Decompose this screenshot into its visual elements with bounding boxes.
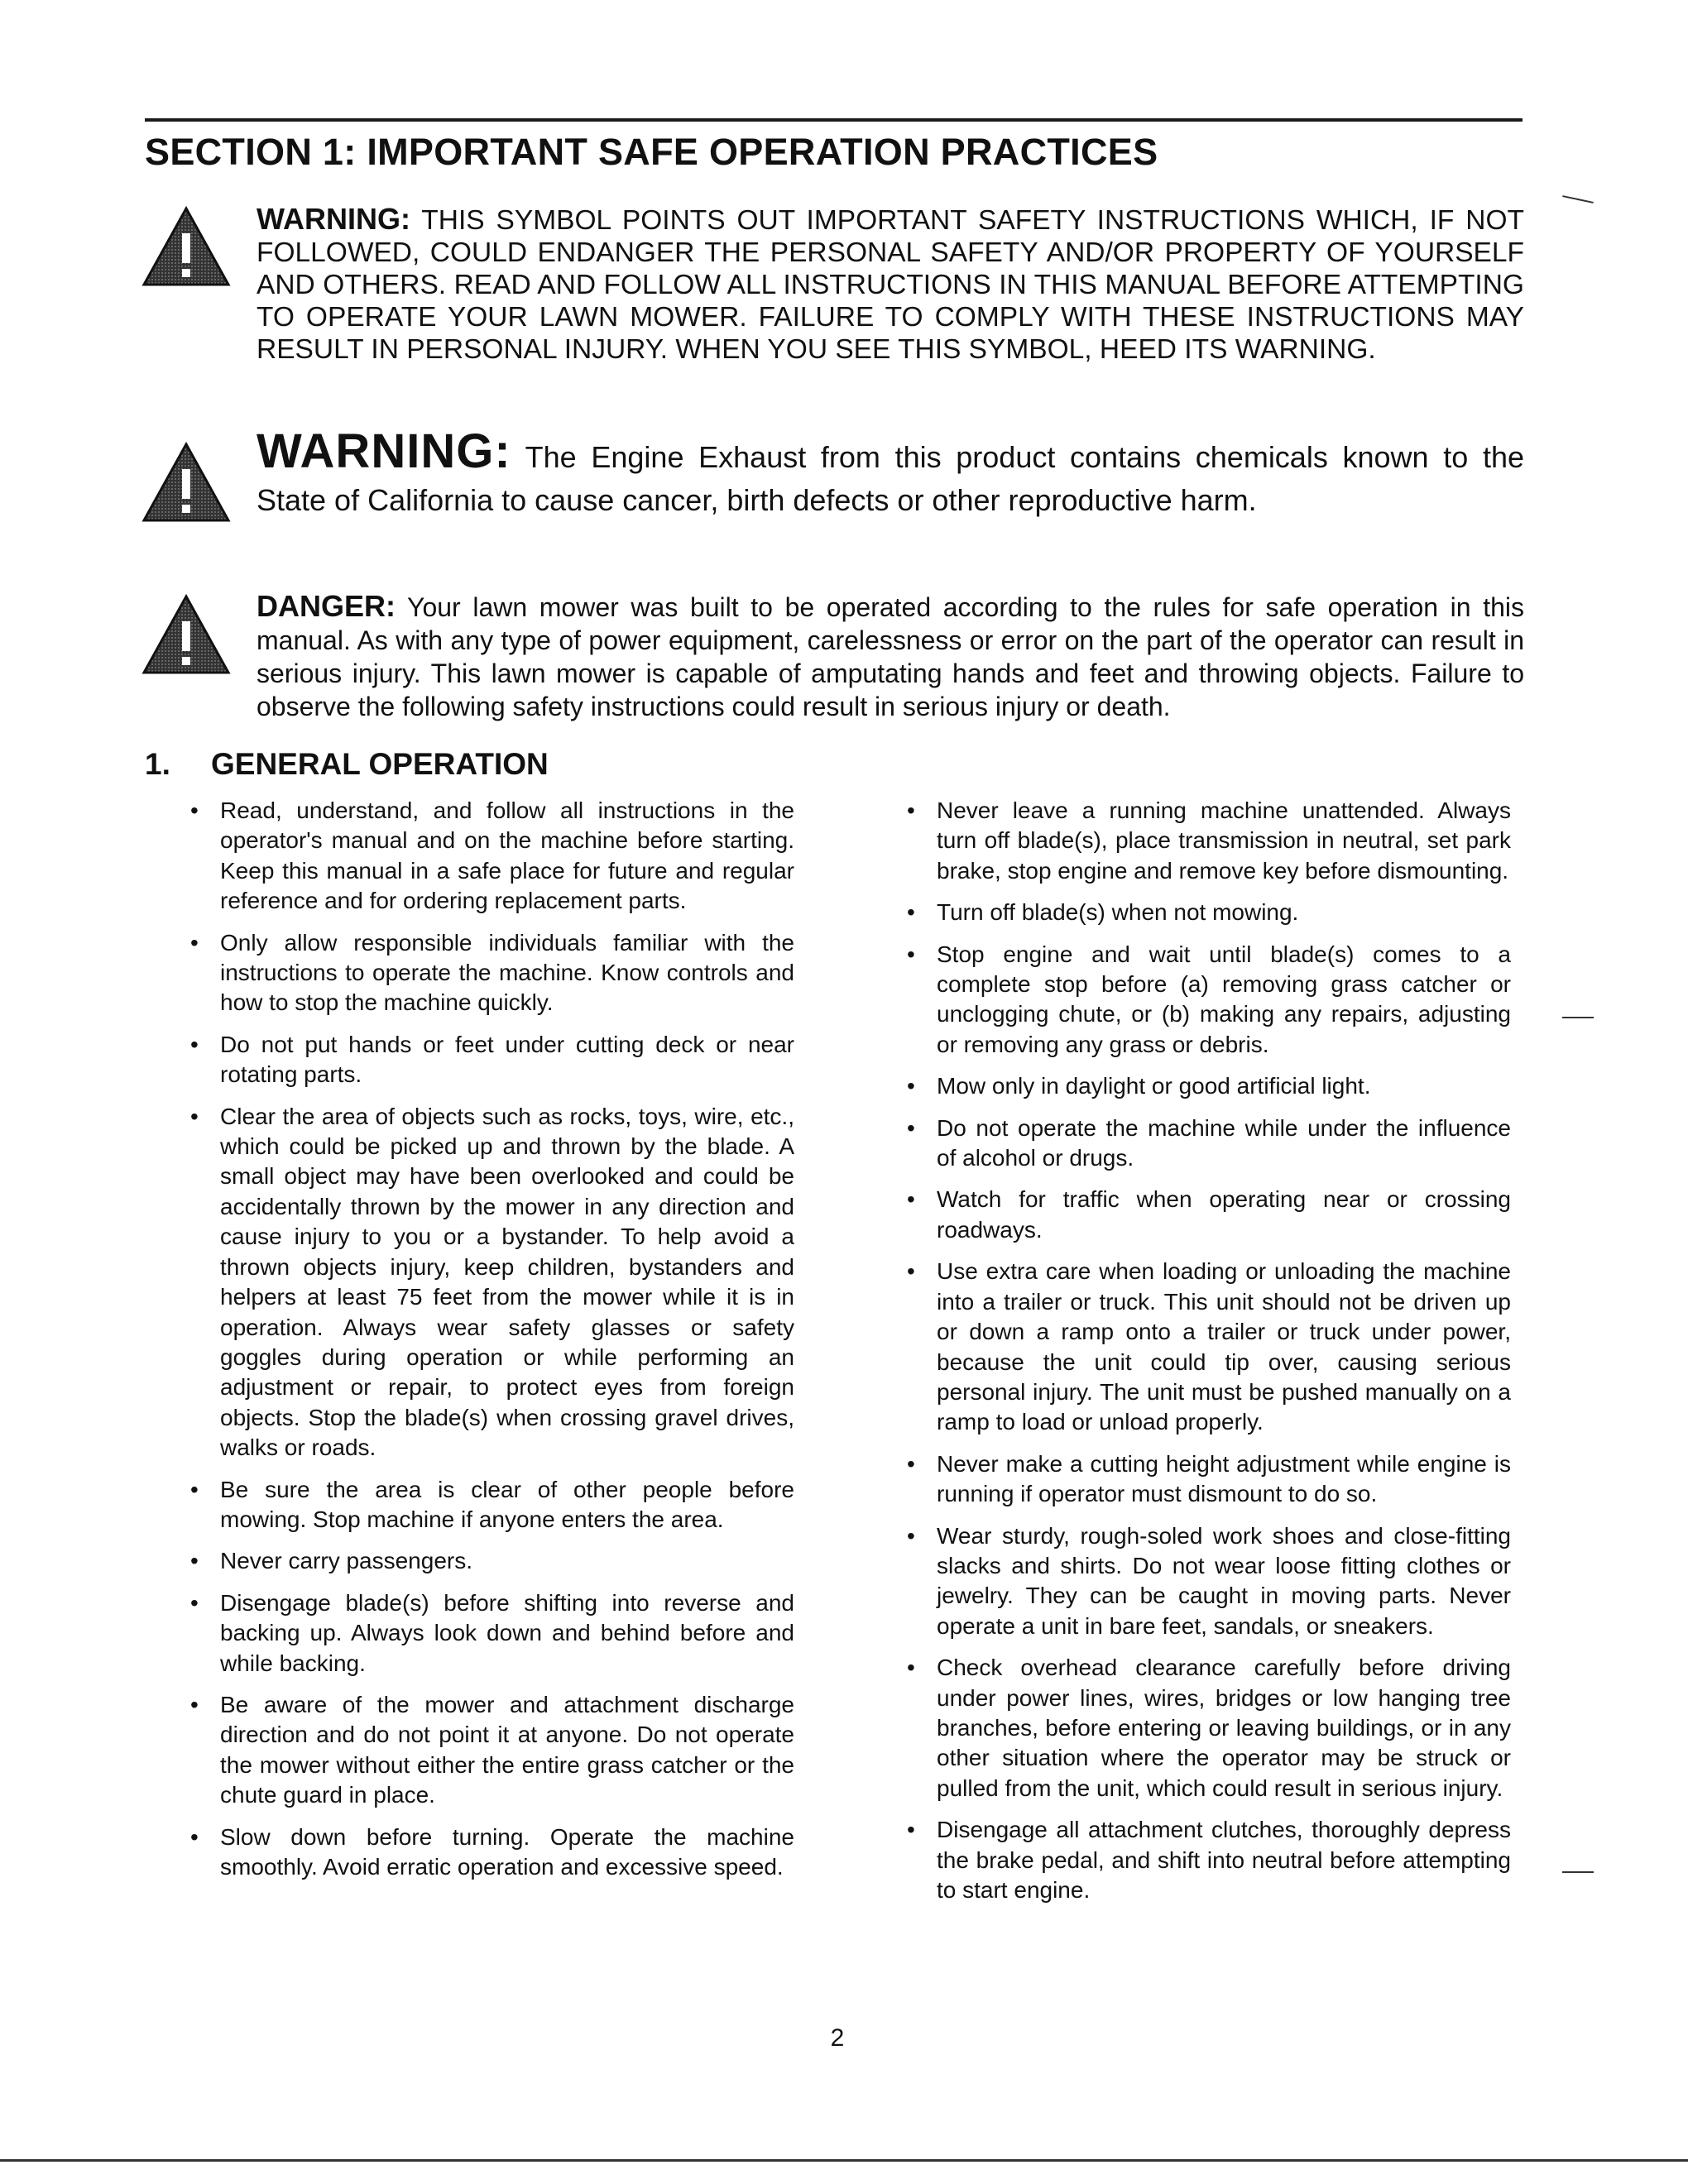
bullet: • <box>190 1476 199 1502</box>
bullet: • <box>907 899 915 926</box>
bullet: • <box>907 1817 915 1843</box>
list-item <box>907 1071 1511 1101</box>
warning-lead: WARNING: <box>257 202 410 236</box>
section-title: SECTION 1: IMPORTANT SAFE OPERATION PRACTICES <box>145 131 1158 173</box>
bullet: • <box>907 1450 915 1477</box>
left-bullet-list <box>190 796 794 1882</box>
california-warning <box>257 424 1524 522</box>
list-item <box>190 1546 794 1576</box>
left-column <box>190 796 794 1894</box>
list-item <box>907 796 1511 886</box>
list-item-text: Read, understand, and follow all instructions in the operator's manual and on the machine before starting. Keep this manual in a safe place for future and regular reference and for ordering replacement parts. <box>220 797 794 914</box>
list-item-text: Do not operate the machine while under the influence of alcohol or drugs. <box>937 1114 1511 1171</box>
list-item-text: Be sure the area is clear of other people before mowing. Stop machine if anyone enters the area. <box>220 1476 794 1532</box>
list-item <box>190 1690 794 1811</box>
danger-notice <box>257 590 1524 723</box>
bullet: • <box>190 1103 199 1129</box>
list-item <box>907 1815 1511 1905</box>
list-item-text: Stop engine and wait until blade(s) comes to a complete stop before (a) removing grass catcher or unclogging chute, or (b) making any repairs, adjusting or removing any grass or debris. <box>937 941 1511 1057</box>
list-item-text: Only allow responsible individuals familiar with the instructions to operate the machine. Know controls and how to stop the machine quickly. <box>220 929 794 1016</box>
list-item <box>907 940 1511 1061</box>
list-item-text: Be aware of the mower and attachment discharge direction and do not point it at anyone. Do not operate the mower without either the entire grass catcher or the chute guard in place. <box>220 1691 794 1808</box>
bottom-rule <box>0 2159 1688 2162</box>
danger-text: Your lawn mower was built to be operated according to the rules for safe operation in this manual. As with any type of power equipment, carelessness or error on the part of the operator can result in serious injury. This lawn mower is capable of amputating hands and feet and throwing objects. Failure to observe the following safety instructions could result in serious injury or death. <box>257 592 1524 721</box>
list-item <box>907 1521 1511 1642</box>
bullet: • <box>190 797 199 823</box>
list-item-text: Slow down before turning. Operate the machine smoothly. Avoid erratic operation and excessive speed. <box>220 1823 794 1880</box>
bullet: • <box>907 1073 915 1099</box>
list-item-text: Never make a cutting height adjustment while engine is running if operator must dismount to do so. <box>937 1450 1511 1507</box>
list-item <box>907 1114 1511 1174</box>
list-item <box>190 1588 794 1679</box>
list-item <box>190 796 794 917</box>
bullet: • <box>190 1031 199 1057</box>
warning-triangle-icon <box>141 441 232 524</box>
bullet: • <box>190 1548 199 1574</box>
bullet: • <box>190 1589 199 1616</box>
general-operation-heading <box>145 747 549 782</box>
warning-triangle-icon <box>141 205 232 288</box>
list-item-text: Check overhead clearance carefully before driving under power lines, wires, bridges or low hanging tree branches, before entering or leaving buildings, or in any other situation where the operator may be struck or pulled from the unit, which could result in serious injury. <box>937 1655 1511 1801</box>
warning-text: THIS SYMBOL POINTS OUT IMPORTANT SAFETY INSTRUCTIONS WHICH, IF NOT FOLLOWED, COULD ENDANGER THE PERSONAL SAFETY AND/OR PROPERTY OF YOURSELF AND OTHERS. READ AND FOLLOW ALL INSTRUCTIONS IN THIS MANUAL BEFORE ATTEMPTING TO OPERATE YOUR LAWN MOWER. FAILURE TO COMPLY WITH THESE INSTRUCTIONS MAY RESULT IN PERSONAL INJURY. WHEN YOU SEE THIS SYMBOL, HEED ITS WARNING. <box>257 205 1524 365</box>
bullet: • <box>907 1258 915 1285</box>
right-column <box>907 796 1511 1917</box>
warning-triangle-icon <box>141 593 232 676</box>
list-item-text: Turn off blade(s) when not mowing. <box>937 899 1299 926</box>
bullet: • <box>907 941 915 967</box>
list-item <box>190 1030 794 1090</box>
top-rule <box>145 118 1523 122</box>
warning-text: The Engine Exhaust from this product contains chemicals known to the State of California to cause cancer, birth defects or other reproductive harm. <box>257 440 1524 517</box>
list-item <box>907 1185 1511 1245</box>
margin-mark <box>1562 1871 1594 1873</box>
list-item-text: Disengage blade(s) before shifting into reverse and backing up. Always look down and behind before and while backing. <box>220 1589 794 1676</box>
bullet: • <box>907 797 915 823</box>
margin-mark <box>1562 1017 1594 1018</box>
safety-symbol-warning <box>257 203 1524 366</box>
right-bullet-list <box>907 796 1511 1905</box>
bullet: • <box>907 1655 915 1681</box>
danger-lead: DANGER: <box>257 589 396 623</box>
list-item-text: Disengage all attachment clutches, thoroughly depress the brake pedal, and shift into neutral before attempting to start engine. <box>937 1817 1511 1903</box>
list-item-text: Never leave a running machine unattended. Always turn off blade(s), place transmission in neutral, set park brake, stop engine and remove key before dismounting. <box>937 797 1511 884</box>
list-item <box>190 1822 794 1883</box>
list-item-text: Mow only in daylight or good artificial light. <box>937 1073 1371 1099</box>
bullet: • <box>907 1114 915 1141</box>
list-item <box>190 1475 794 1535</box>
list-item <box>907 1449 1511 1510</box>
list-item <box>907 898 1511 927</box>
heading-number: 1. <box>145 747 170 781</box>
list-item-text: Watch for traffic when operating near or crossing roadways. <box>937 1186 1511 1243</box>
heading-text: GENERAL OPERATION <box>211 747 549 781</box>
bullet: • <box>907 1522 915 1549</box>
bullet: • <box>190 929 199 956</box>
bullet: • <box>190 1691 199 1717</box>
warning-lead: WARNING: <box>257 424 511 478</box>
margin-mark <box>1562 195 1594 204</box>
list-item-text: Do not put hands or feet under cutting deck or near rotating parts. <box>220 1031 794 1088</box>
bullet: • <box>190 1823 199 1850</box>
list-item-text: Clear the area of objects such as rocks, toys, wire, etc., which could be picked up and thrown by the blade. A small object may have been overlooked and could be accidentally thrown by the mower in any direction and cause injury to you or a bystander. To help avoid a thrown objects injury, keep children, bystanders and helpers at least 75 feet from the mower while it is in operation. Always wear safety glasses or safety goggles during operation or while performing an adjustment or repair, to protect eyes from foreign objects. Stop the blade(s) when crossing gravel drives, walks or roads. <box>220 1103 794 1461</box>
list-item-text: Use extra care when loading or unloading the machine into a trailer or truck. This unit should not be driven up or down a ramp onto a trailer or truck under power, because the unit could tip over, causing serious personal injury. The unit must be pushed manually on a ramp to load or unload properly. <box>937 1258 1511 1435</box>
list-item <box>190 928 794 1018</box>
list-item <box>190 1102 794 1463</box>
bullet: • <box>907 1186 915 1213</box>
list-item <box>907 1257 1511 1437</box>
page-number: 2 <box>830 2024 845 2052</box>
list-item-text: Never carry passengers. <box>220 1548 473 1574</box>
list-item <box>907 1653 1511 1803</box>
list-item-text: Wear sturdy, rough-soled work shoes and close-fitting slacks and shirts. Do not wear loose fitting clothes or jewelry. They can be caught in moving parts. Never operate a unit in bare feet, sandals, or sneakers. <box>937 1522 1511 1639</box>
